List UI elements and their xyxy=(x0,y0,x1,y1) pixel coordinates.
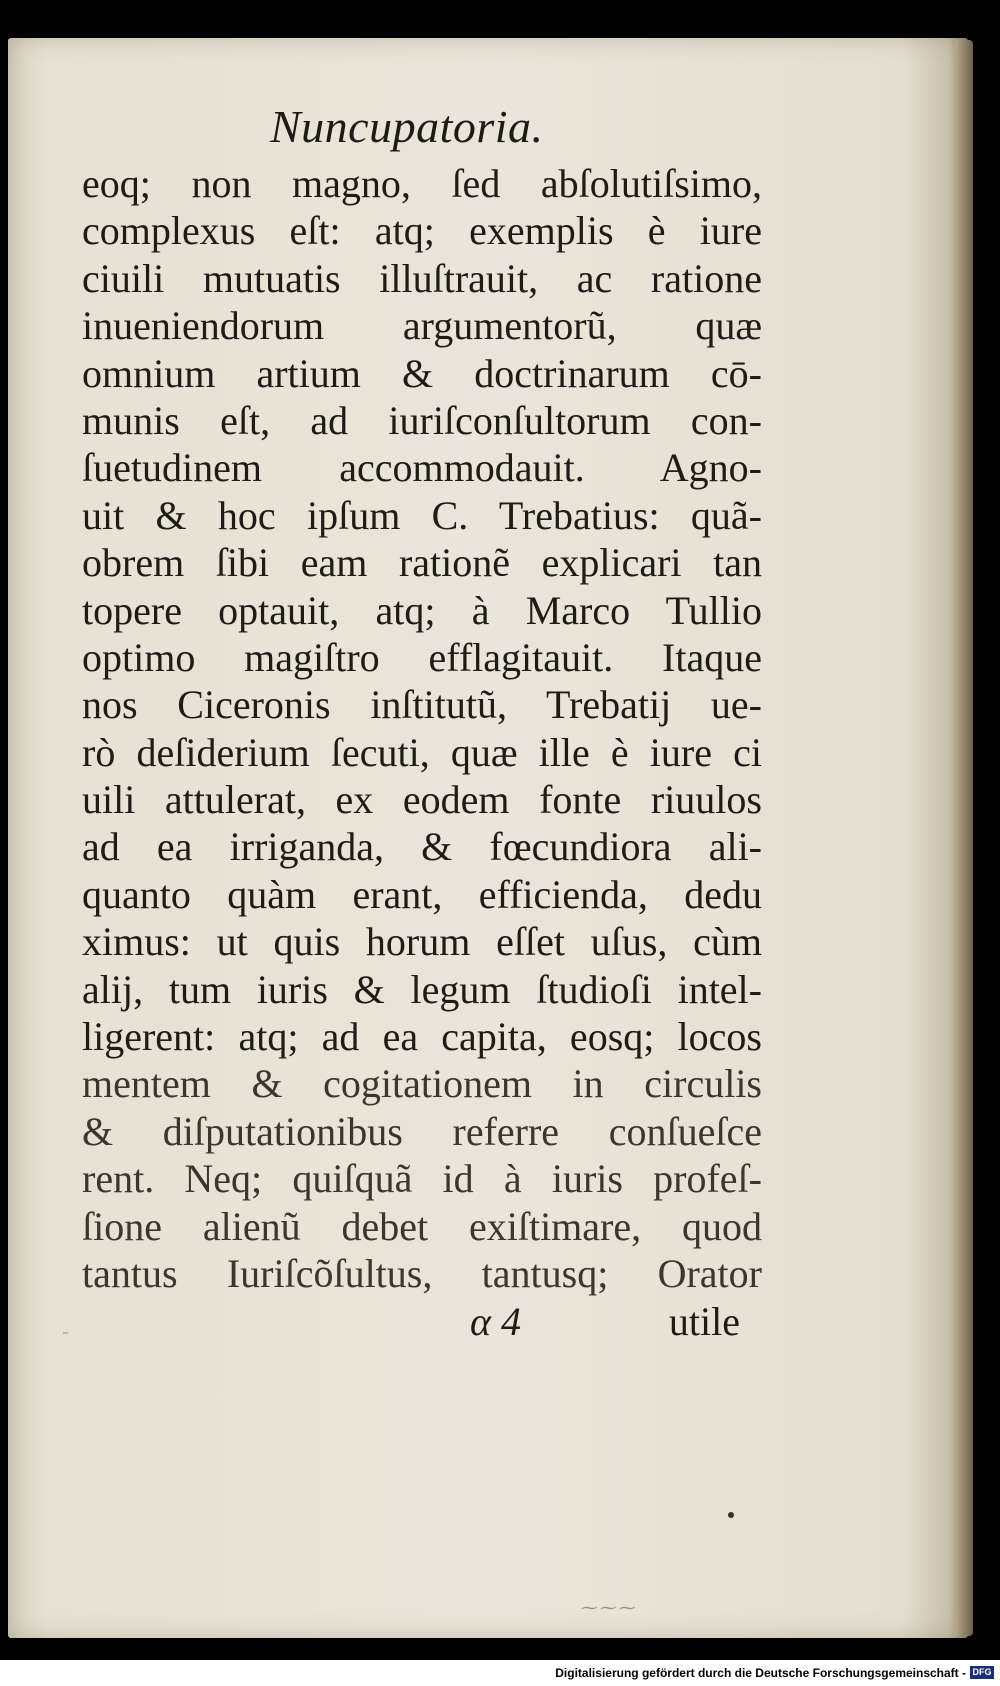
signature-mark: α 4 xyxy=(470,1299,521,1344)
text-line: eoq; non magno, ſed abſolutiſsimo, xyxy=(82,161,762,206)
text-line: rent. Neq; quiſquã id à iuris profeſ- xyxy=(82,1156,762,1202)
text-line: nos Ciceronis inſtitutũ, Trebatij ue- xyxy=(82,682,762,728)
text-line: tantus Iuriſcõſultus, tantusq; Orator xyxy=(82,1250,762,1296)
page-footer xyxy=(470,1298,740,1348)
text-line: ſuetudinem accommodauit. Agno- xyxy=(82,445,762,491)
text-line: inueniendorum argumentorũ, quæ xyxy=(82,303,762,349)
funding-note: Digitalisierung gefördert durch die Deutsche Forschungsgemeinschaft - xyxy=(555,1666,966,1680)
text-line: rò deſiderium ſecuti, quæ ille è iure ci xyxy=(82,729,762,775)
text-line: optimo magiſtro efflagitauit. Itaque xyxy=(82,634,762,680)
text-line: omnium artium & doctrinarum cō- xyxy=(82,350,762,396)
text-line: topere optauit, atq; à Marco Tullio xyxy=(82,587,762,633)
ink-dot xyxy=(728,1512,734,1518)
text-line: uili attulerat, ex eodem fonte riuulos xyxy=(82,777,762,823)
running-head: Nuncupatoria. xyxy=(270,101,544,152)
dfg-logo-icon: DFG xyxy=(970,1666,994,1679)
text-line: ximus: ut quis horum eſſet uſus, cùm xyxy=(82,919,762,965)
text-line: & diſputationibus referre conſueſce xyxy=(82,1108,762,1154)
page-edge xyxy=(955,40,973,1636)
text-line: mentem & cogitationem in circulis xyxy=(82,1061,762,1107)
text-line: uit & hoc ipſum C. Trebatius: quã- xyxy=(82,492,762,538)
catchword: utile xyxy=(668,1299,740,1344)
body-text xyxy=(82,160,762,1310)
text-line: munis eſt, ad iuriſconſultorum con- xyxy=(82,397,762,443)
text-line: alij, tum iuris & legum ſtudioſi intel- xyxy=(82,966,762,1012)
text-line: quanto quàm erant, efficienda, dedu xyxy=(82,871,762,917)
digitization-footer xyxy=(0,1660,1000,1686)
ink-smudge: ⁓⁓⁓ xyxy=(580,1600,637,1617)
text-line: ligerent: atq; ad ea capita, eosq; locos xyxy=(82,1014,762,1060)
text-line: ad ea irriganda, & fœcundiora ali- xyxy=(82,824,762,870)
text-line: obrem ſibi eam rationẽ explicari tan xyxy=(82,540,762,586)
margin-mark xyxy=(62,1328,74,1334)
text-line: complexus eſt: atq; exemplis è iure xyxy=(82,208,762,254)
text-line: ciuili mutuatis illuſtrauit, ac ratione xyxy=(82,255,762,301)
text-line: ſione alienũ debet exiſtimare, quod xyxy=(82,1203,762,1249)
